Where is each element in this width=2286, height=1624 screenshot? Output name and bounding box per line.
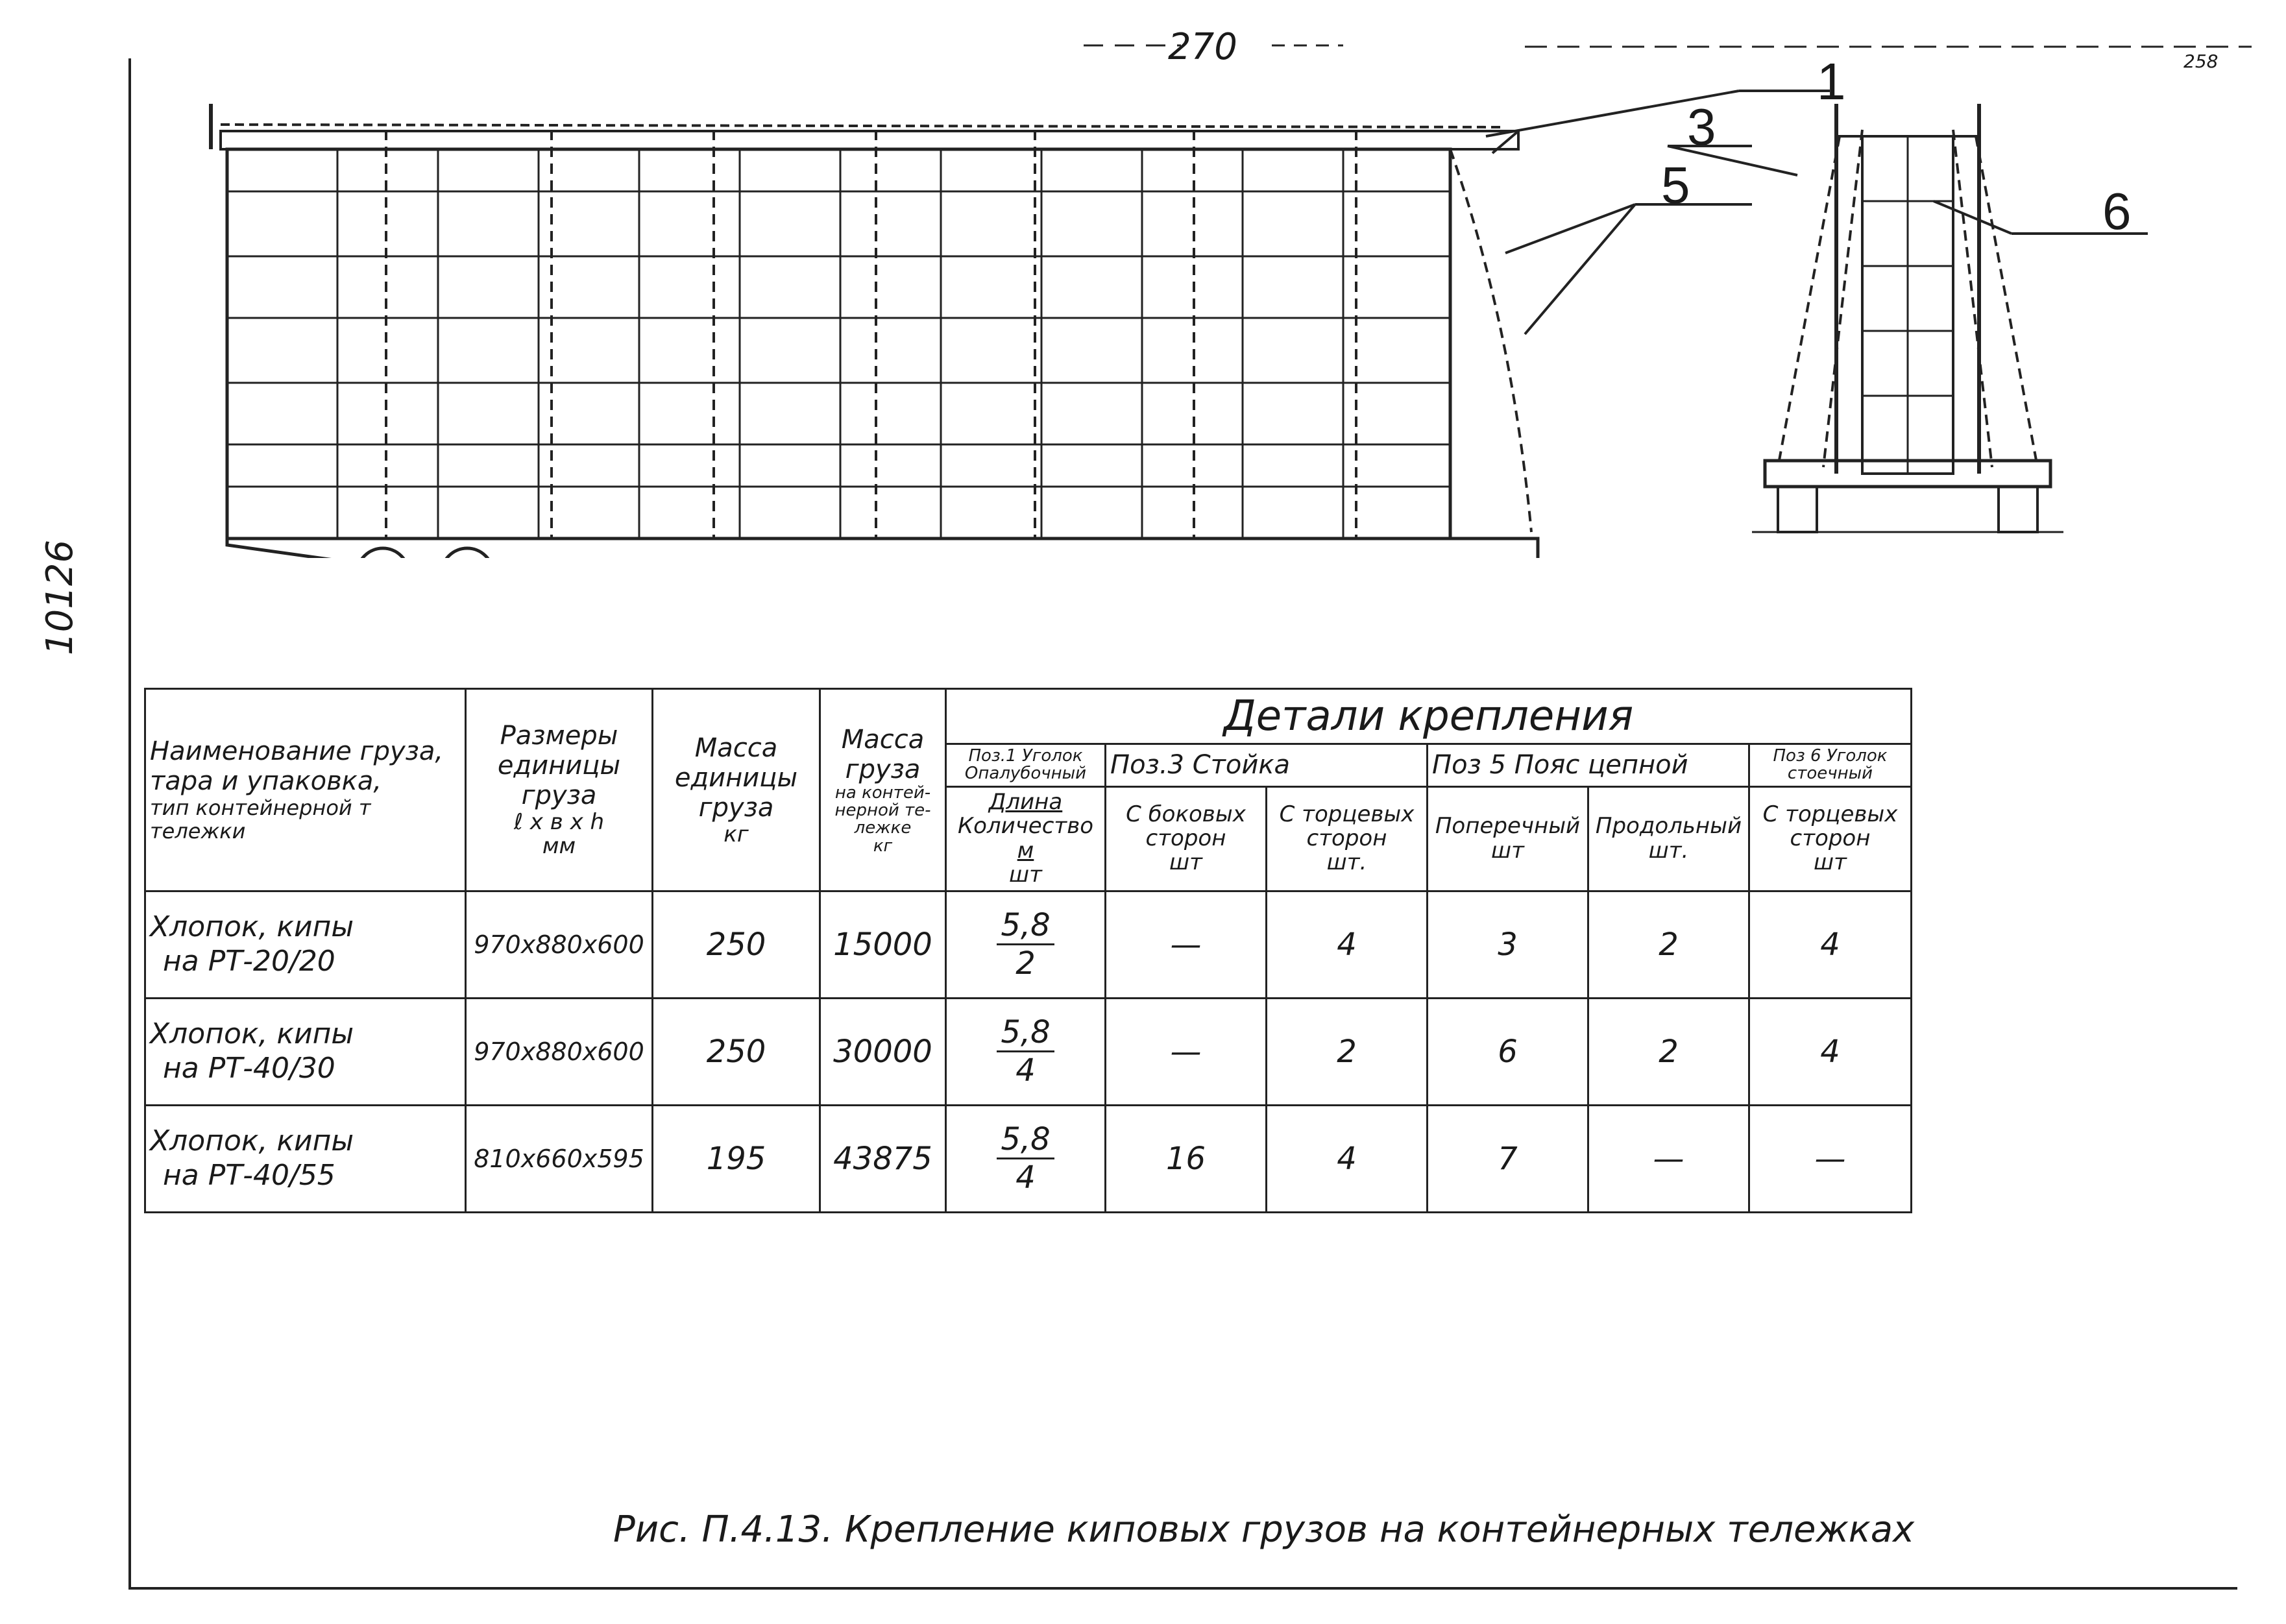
- frame-left-border: [128, 58, 131, 1590]
- size-cell: 810х660х595: [466, 1105, 653, 1212]
- longitudinal-cell: 2: [1588, 998, 1749, 1105]
- length-qty-cell: $\frac{5,8}{2}$: [946, 891, 1106, 998]
- pos6-header: Поз 6 Уголок стоечный: [1749, 744, 1912, 787]
- table-row: [145, 1105, 1912, 1212]
- pos6-cell: 4: [1749, 998, 1912, 1105]
- cargo-name-header: Наименование груза, тара и упаковка, тип контейнерной т тележки: [145, 689, 466, 891]
- unit-mass-cell: 195: [653, 1105, 820, 1212]
- callout-3: 3: [1687, 98, 1716, 156]
- frame-bottom-border: [128, 1587, 2237, 1590]
- longitudinal-cell: 2: [1588, 891, 1749, 998]
- cargo-mass-cell: 30000: [820, 998, 946, 1105]
- sheet-number: 258: [2183, 51, 2219, 72]
- fastening-details-header: Детали крепления: [946, 689, 1912, 744]
- table-row: [145, 891, 1912, 998]
- pos6-cell: 4: [1749, 891, 1912, 998]
- end-sides-header: С торцевых сторон шт.: [1267, 786, 1428, 891]
- transverse-cell: 3: [1428, 891, 1588, 998]
- fastening-spec-table: [144, 688, 1912, 1213]
- figure-caption: Рис. П.4.13. Крепление киповых грузов на контейнерных тележках: [613, 1509, 1915, 1551]
- longitudinal-header: Продольный шт.: [1588, 786, 1749, 891]
- pos6-cell: —: [1749, 1105, 1912, 1212]
- length-qty-header: Длина Количество м шт: [946, 786, 1106, 891]
- pos5-header: Поз 5 Пояс цепной: [1428, 744, 1749, 787]
- unit-mass-cell: 250: [653, 998, 820, 1105]
- pos6-end-sides-header: С торцевых сторон шт: [1749, 786, 1912, 891]
- length-qty-cell: $\frac{5,8}{4}$: [946, 1105, 1106, 1212]
- transverse-cell: 7: [1428, 1105, 1588, 1212]
- size-cell: 970х880х600: [466, 891, 653, 998]
- callout-6: 6: [2102, 182, 2132, 240]
- unit-mass-header: Масса единицы груза кг: [653, 689, 820, 891]
- end-sides-cell: 4: [1267, 891, 1428, 998]
- cargo-mass-header: Масса груза на контей- нерной те- лежке кг: [820, 689, 946, 891]
- end-sides-cell: 4: [1267, 1105, 1428, 1212]
- unit-mass-cell: 250: [653, 891, 820, 998]
- header-row-1: [145, 689, 1912, 744]
- longitudinal-cell: —: [1588, 1105, 1749, 1212]
- unit-size-header: Размеры единицы груза ℓ х в х h мм: [466, 689, 653, 891]
- cargo-name-cell: Хлопок, кипы на РТ-20/20: [145, 891, 466, 998]
- cargo-mass-cell: 43875: [820, 1105, 946, 1212]
- cargo-name-cell: Хлопок, кипы на РТ-40/55: [145, 1105, 466, 1212]
- callout-5: 5: [1661, 156, 1690, 214]
- cargo-name-cell: Хлопок, кипы на РТ-40/30: [145, 998, 466, 1105]
- document-code: 10126: [39, 539, 81, 655]
- side-sides-cell: —: [1106, 891, 1267, 998]
- pos3-header: Поз.3 Стойка: [1106, 744, 1428, 787]
- header-dashed-line: [1071, 32, 2271, 58]
- callout-1: 1: [1817, 53, 1846, 110]
- end-sides-cell: 2: [1267, 998, 1428, 1105]
- page-number: 270: [1168, 26, 1237, 68]
- transverse-cell: 6: [1428, 998, 1588, 1105]
- cargo-mass-cell: 15000: [820, 891, 946, 998]
- side-sides-header: С боковых сторон шт: [1106, 786, 1267, 891]
- length-qty-cell: $\frac{5,8}{4}$: [946, 998, 1106, 1105]
- table-row: [145, 998, 1912, 1105]
- side-sides-cell: 16: [1106, 1105, 1267, 1212]
- transverse-header: Поперечный шт: [1428, 786, 1588, 891]
- pos1-header: Поз.1 Уголок Опалубочный: [946, 744, 1106, 787]
- side-sides-cell: —: [1106, 998, 1267, 1105]
- size-cell: 970х880х600: [466, 998, 653, 1105]
- callout-leaders: [1428, 71, 2206, 357]
